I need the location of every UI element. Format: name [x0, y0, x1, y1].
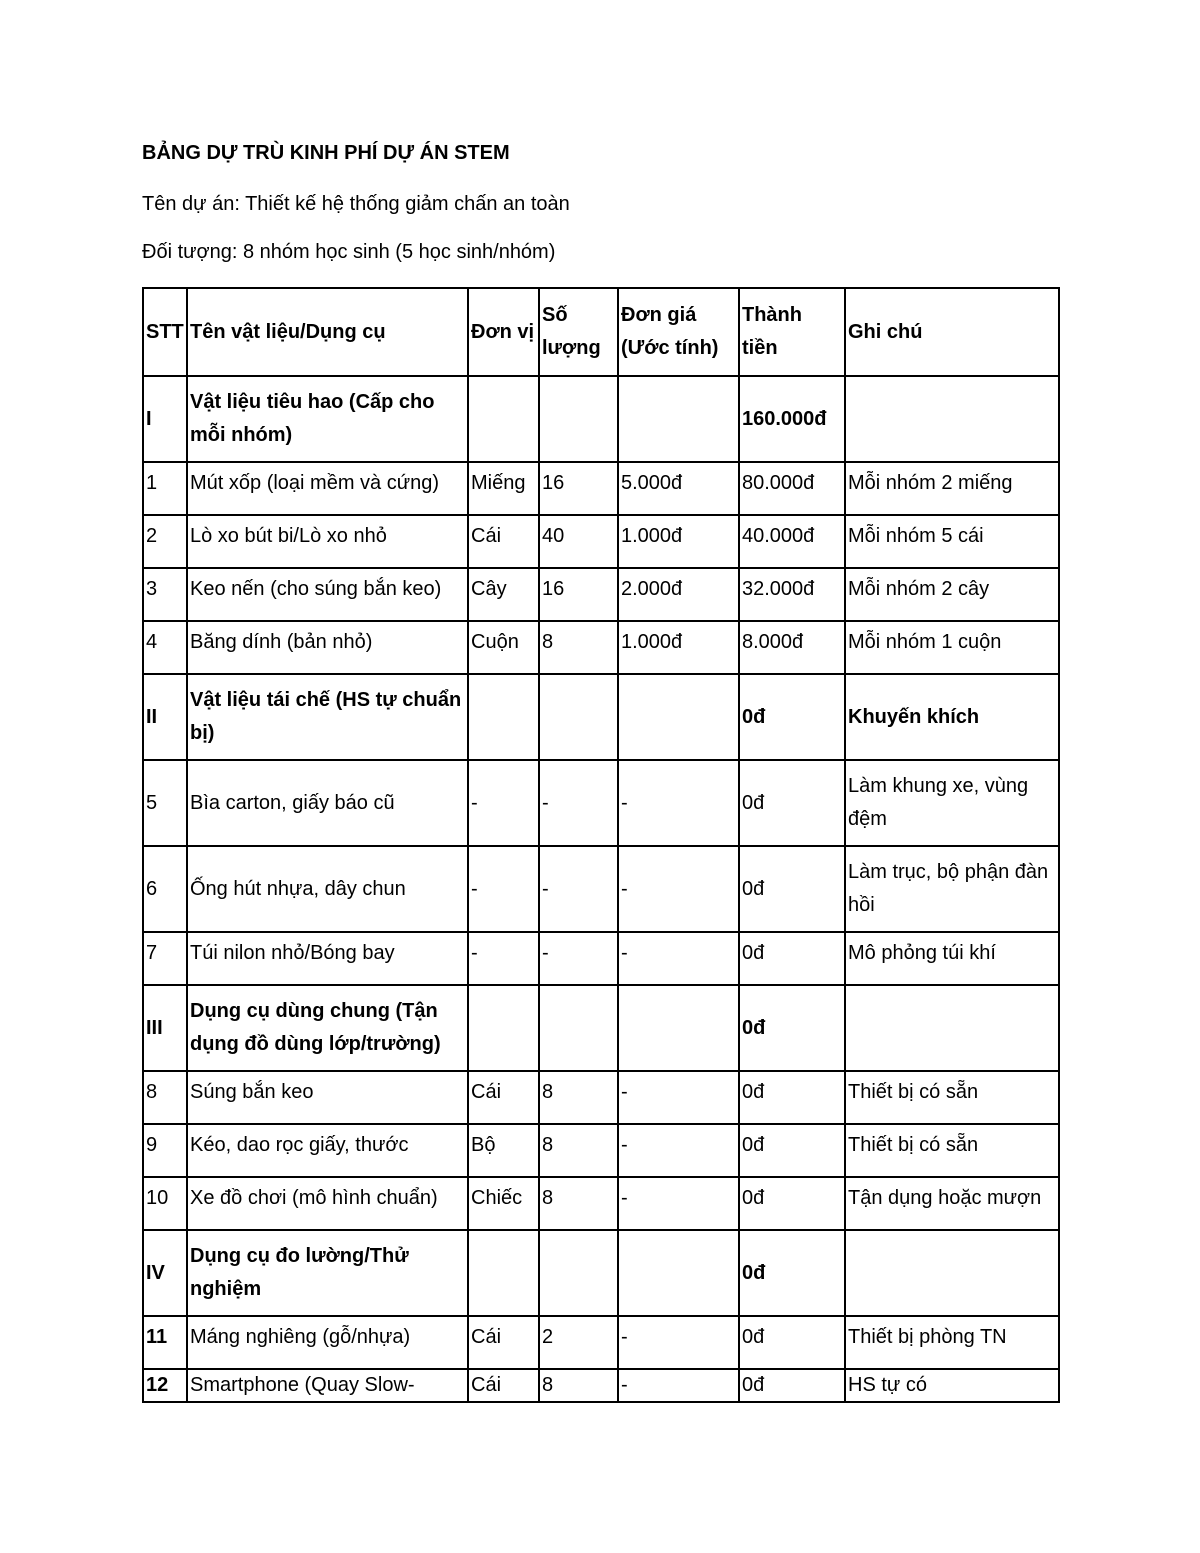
row-quantity: 40: [539, 515, 618, 568]
table-row: [143, 1369, 1059, 1402]
row-stt: 9: [143, 1124, 187, 1177]
row-unit-price: -: [618, 1177, 739, 1230]
row-stt: IV: [143, 1230, 187, 1316]
row-unit: -: [468, 932, 539, 985]
row-unit-price: 1.000đ: [618, 621, 739, 674]
row-stt: 5: [143, 760, 187, 846]
table-row: [143, 1316, 1059, 1369]
header-quantity: Số lượng: [539, 288, 618, 376]
row-name: Keo nến (cho súng bắn keo): [187, 568, 468, 621]
row-stt: 4: [143, 621, 187, 674]
row-unit-price: 2.000đ: [618, 568, 739, 621]
row-unit-price: -: [618, 1316, 739, 1369]
row-unit: [468, 674, 539, 760]
table-row: [143, 846, 1059, 932]
table-section-row: [143, 376, 1059, 462]
row-note: Mô phỏng túi khí: [845, 932, 1059, 985]
row-quantity: -: [539, 846, 618, 932]
row-name: Máng nghiêng (gỗ/nhựa): [187, 1316, 468, 1369]
table-row: [143, 1177, 1059, 1230]
row-stt: III: [143, 985, 187, 1071]
row-stt: II: [143, 674, 187, 760]
row-note: Mỗi nhóm 2 cây: [845, 568, 1059, 621]
row-total: 8.000đ: [739, 621, 845, 674]
row-unit-price: 5.000đ: [618, 462, 739, 515]
row-name: Ống hút nhựa, dây chun: [187, 846, 468, 932]
row-stt: 8: [143, 1071, 187, 1124]
row-stt: 11: [143, 1316, 187, 1369]
row-note: [845, 1230, 1059, 1316]
row-quantity: [539, 376, 618, 462]
row-note: Làm khung xe, vùng đệm: [845, 760, 1059, 846]
target-audience-line: Đối tượng: 8 nhóm học sinh (5 học sinh/nhóm): [142, 241, 556, 263]
table-section-row: [143, 674, 1059, 760]
row-total: 0đ: [739, 985, 845, 1071]
row-note: Mỗi nhóm 5 cái: [845, 515, 1059, 568]
table-row: [143, 515, 1059, 568]
table-row: [143, 1124, 1059, 1177]
row-stt: 6: [143, 846, 187, 932]
row-note: Thiết bị có sẵn: [845, 1071, 1059, 1124]
row-total: 0đ: [739, 760, 845, 846]
row-unit-price: 1.000đ: [618, 515, 739, 568]
table-row: [143, 932, 1059, 985]
row-quantity: 8: [539, 1177, 618, 1230]
row-total: 0đ: [739, 1316, 845, 1369]
row-unit-price: -: [618, 760, 739, 846]
row-name: Súng bắn keo: [187, 1071, 468, 1124]
row-quantity: 8: [539, 1369, 618, 1402]
table-row: [143, 760, 1059, 846]
row-total: 0đ: [739, 674, 845, 760]
row-unit: -: [468, 760, 539, 846]
row-stt: I: [143, 376, 187, 462]
row-quantity: 16: [539, 462, 618, 515]
row-stt: 7: [143, 932, 187, 985]
row-note: Mỗi nhóm 2 miếng: [845, 462, 1059, 515]
table-row: [143, 568, 1059, 621]
row-stt: 10: [143, 1177, 187, 1230]
table-section-row: [143, 985, 1059, 1071]
row-note: Thiết bị phòng TN: [845, 1316, 1059, 1369]
table-row: [143, 1071, 1059, 1124]
row-quantity: 8: [539, 621, 618, 674]
row-note: Mỗi nhóm 1 cuộn: [845, 621, 1059, 674]
row-unit-price: [618, 1230, 739, 1316]
table-section-row: [143, 1230, 1059, 1316]
row-unit: Cái: [468, 1369, 539, 1402]
row-name: Bìa carton, giấy báo cũ: [187, 760, 468, 846]
row-quantity: -: [539, 760, 618, 846]
row-total: 0đ: [739, 1177, 845, 1230]
row-unit-price: -: [618, 932, 739, 985]
row-quantity: 8: [539, 1071, 618, 1124]
row-unit: Cái: [468, 1071, 539, 1124]
row-name: Xe đồ chơi (mô hình chuẩn): [187, 1177, 468, 1230]
row-unit: [468, 1230, 539, 1316]
table-row: [143, 462, 1059, 515]
row-unit: Miếng: [468, 462, 539, 515]
row-total: 0đ: [739, 932, 845, 985]
row-quantity: [539, 674, 618, 760]
row-note: Thiết bị có sẵn: [845, 1124, 1059, 1177]
row-quantity: 16: [539, 568, 618, 621]
row-total: 0đ: [739, 1071, 845, 1124]
row-stt: 1: [143, 462, 187, 515]
row-name: Túi nilon nhỏ/Bóng bay: [187, 932, 468, 985]
row-total: 40.000đ: [739, 515, 845, 568]
header-unit-price: Đơn giá (Ước tính): [618, 288, 739, 376]
header-unit: Đơn vị: [468, 288, 539, 376]
row-name: Băng dính (bản nhỏ): [187, 621, 468, 674]
row-unit-price: -: [618, 1124, 739, 1177]
row-total: 160.000đ: [739, 376, 845, 462]
row-unit: -: [468, 846, 539, 932]
row-unit: Chiếc: [468, 1177, 539, 1230]
row-total: 80.000đ: [739, 462, 845, 515]
budget-table: [142, 287, 1060, 1403]
row-unit-price: [618, 376, 739, 462]
row-name: Mút xốp (loại mềm và cứng): [187, 462, 468, 515]
row-note: Tận dụng hoặc mượn: [845, 1177, 1059, 1230]
header-stt: STT: [143, 288, 187, 376]
row-unit: [468, 985, 539, 1071]
document-title: BẢNG DỰ TRÙ KINH PHÍ DỰ ÁN STEM: [142, 142, 510, 164]
row-note: Khuyến khích: [845, 674, 1059, 760]
row-name: Kéo, dao rọc giấy, thước: [187, 1124, 468, 1177]
row-total: 0đ: [739, 1230, 845, 1316]
row-unit-price: -: [618, 1071, 739, 1124]
row-note: HS tự có: [845, 1369, 1059, 1402]
row-name: Smartphone (Quay Slow-: [187, 1369, 468, 1402]
row-unit: Bộ: [468, 1124, 539, 1177]
row-total: 0đ: [739, 1369, 845, 1402]
header-total: Thành tiền: [739, 288, 845, 376]
row-unit: Cuộn: [468, 621, 539, 674]
row-total: 32.000đ: [739, 568, 845, 621]
row-note: [845, 376, 1059, 462]
table-header-row: [143, 288, 1059, 376]
row-note: Làm trục, bộ phận đàn hồi: [845, 846, 1059, 932]
row-unit-price: -: [618, 1369, 739, 1402]
row-stt: 2: [143, 515, 187, 568]
row-name: Dụng cụ đo lường/Thử nghiệm: [187, 1230, 468, 1316]
row-quantity: [539, 985, 618, 1071]
row-unit: Cái: [468, 515, 539, 568]
row-name: Vật liệu tiêu hao (Cấp cho mỗi nhóm): [187, 376, 468, 462]
table-row: [143, 621, 1059, 674]
row-unit: Cái: [468, 1316, 539, 1369]
row-name: Dụng cụ dùng chung (Tận dụng đồ dùng lớp/trường): [187, 985, 468, 1071]
row-quantity: 8: [539, 1124, 618, 1177]
row-unit: Cây: [468, 568, 539, 621]
header-note: Ghi chú: [845, 288, 1059, 376]
row-quantity: 2: [539, 1316, 618, 1369]
row-unit-price: -: [618, 846, 739, 932]
project-name-line: Tên dự án: Thiết kế hệ thống giảm chấn an toàn: [142, 193, 570, 215]
row-total: 0đ: [739, 1124, 845, 1177]
row-name: Lò xo bút bi/Lò xo nhỏ: [187, 515, 468, 568]
row-unit-price: [618, 674, 739, 760]
row-quantity: -: [539, 932, 618, 985]
row-name: Vật liệu tái chế (HS tự chuẩn bị): [187, 674, 468, 760]
row-unit-price: [618, 985, 739, 1071]
row-quantity: [539, 1230, 618, 1316]
header-name: Tên vật liệu/Dụng cụ: [187, 288, 468, 376]
row-stt: 12: [143, 1369, 187, 1402]
row-total: 0đ: [739, 846, 845, 932]
row-unit: [468, 376, 539, 462]
row-stt: 3: [143, 568, 187, 621]
row-note: [845, 985, 1059, 1071]
